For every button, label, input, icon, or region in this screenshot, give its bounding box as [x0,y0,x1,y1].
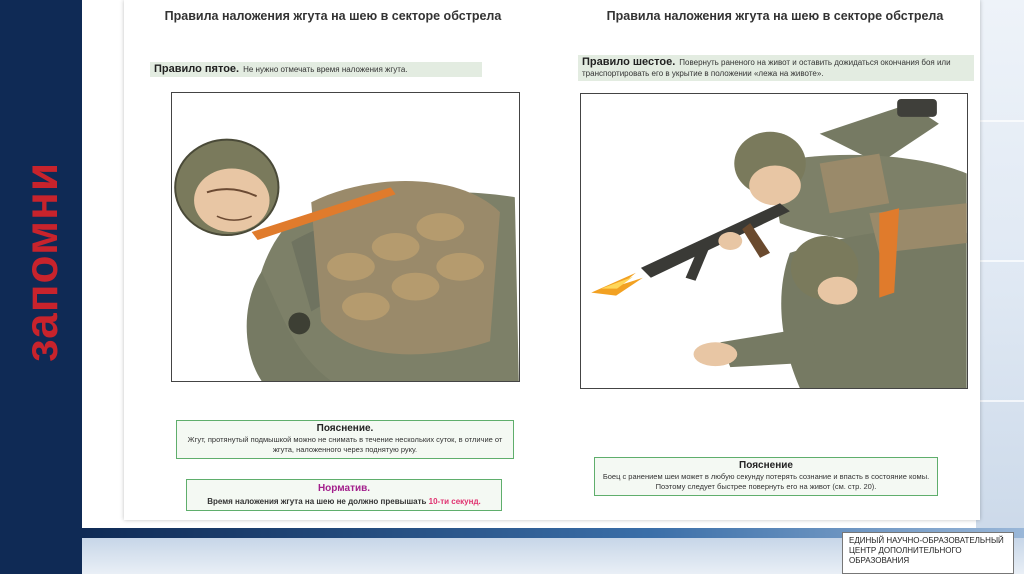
rule-six-heading: Правило шестое. [582,56,676,68]
norm-box [186,479,502,511]
note-explanation-right [594,457,938,496]
panel-rule-six [570,0,980,520]
rule-six-bar [578,55,974,81]
side-banner [0,0,82,574]
norm-title: Норматив. [317,483,371,494]
note-title: Пояснение. [316,423,374,434]
note-explanation-left [176,420,514,459]
rule-five-heading: Правило пятое. [154,63,240,75]
right-decor [976,0,1024,574]
rule-five-bar [150,62,482,77]
norm-text: Время наложения жгута на шею не должно превышать [207,497,427,506]
document-sheet [124,0,980,520]
panel-title: Правила наложения жгута на шею в секторе обстрела [606,9,944,23]
soldiers-prone-illustration [581,94,967,388]
panel-title: Правила наложения жгута на шею в секторе обстрела [164,9,502,23]
wounded-soldier-illustration [172,93,519,381]
norm-highlight: 10-ти секунд. [428,497,481,506]
note-text: Жгут, протянутый подмышкой можно не снимать в течение нескольких суток, в отличие от жгута, наложенного через поднятую руку. [187,435,503,454]
illustration-wounded-soldier [171,92,520,382]
note-text: Боец с ранением шеи может в любую секунду потерять сознание и впасть в состояние комы. Поэтому следует быстрее повернуть его на живот (см. стр. 20). [602,472,930,491]
note-title: Пояснение [739,460,793,471]
rule-six-text: Повернуть раненого на живот и оставить дожидаться окончания боя или транспортировать его в укрытие в положении «лежа на животе». [582,58,951,78]
side-banner-word: запомни [15,161,67,363]
panel-rule-five [124,0,542,520]
organization-label: ЕДИНЫЙ НАУЧНО-ОБРАЗОВАТЕЛЬНЫЙ ЦЕНТР ДОПОЛНИТЕЛЬНОГО ОБРАЗОВАНИЯ [842,532,1014,574]
illustration-soldiers-prone [580,93,968,389]
rule-five-text: Не нужно отмечать время наложения жгута. [243,65,408,74]
